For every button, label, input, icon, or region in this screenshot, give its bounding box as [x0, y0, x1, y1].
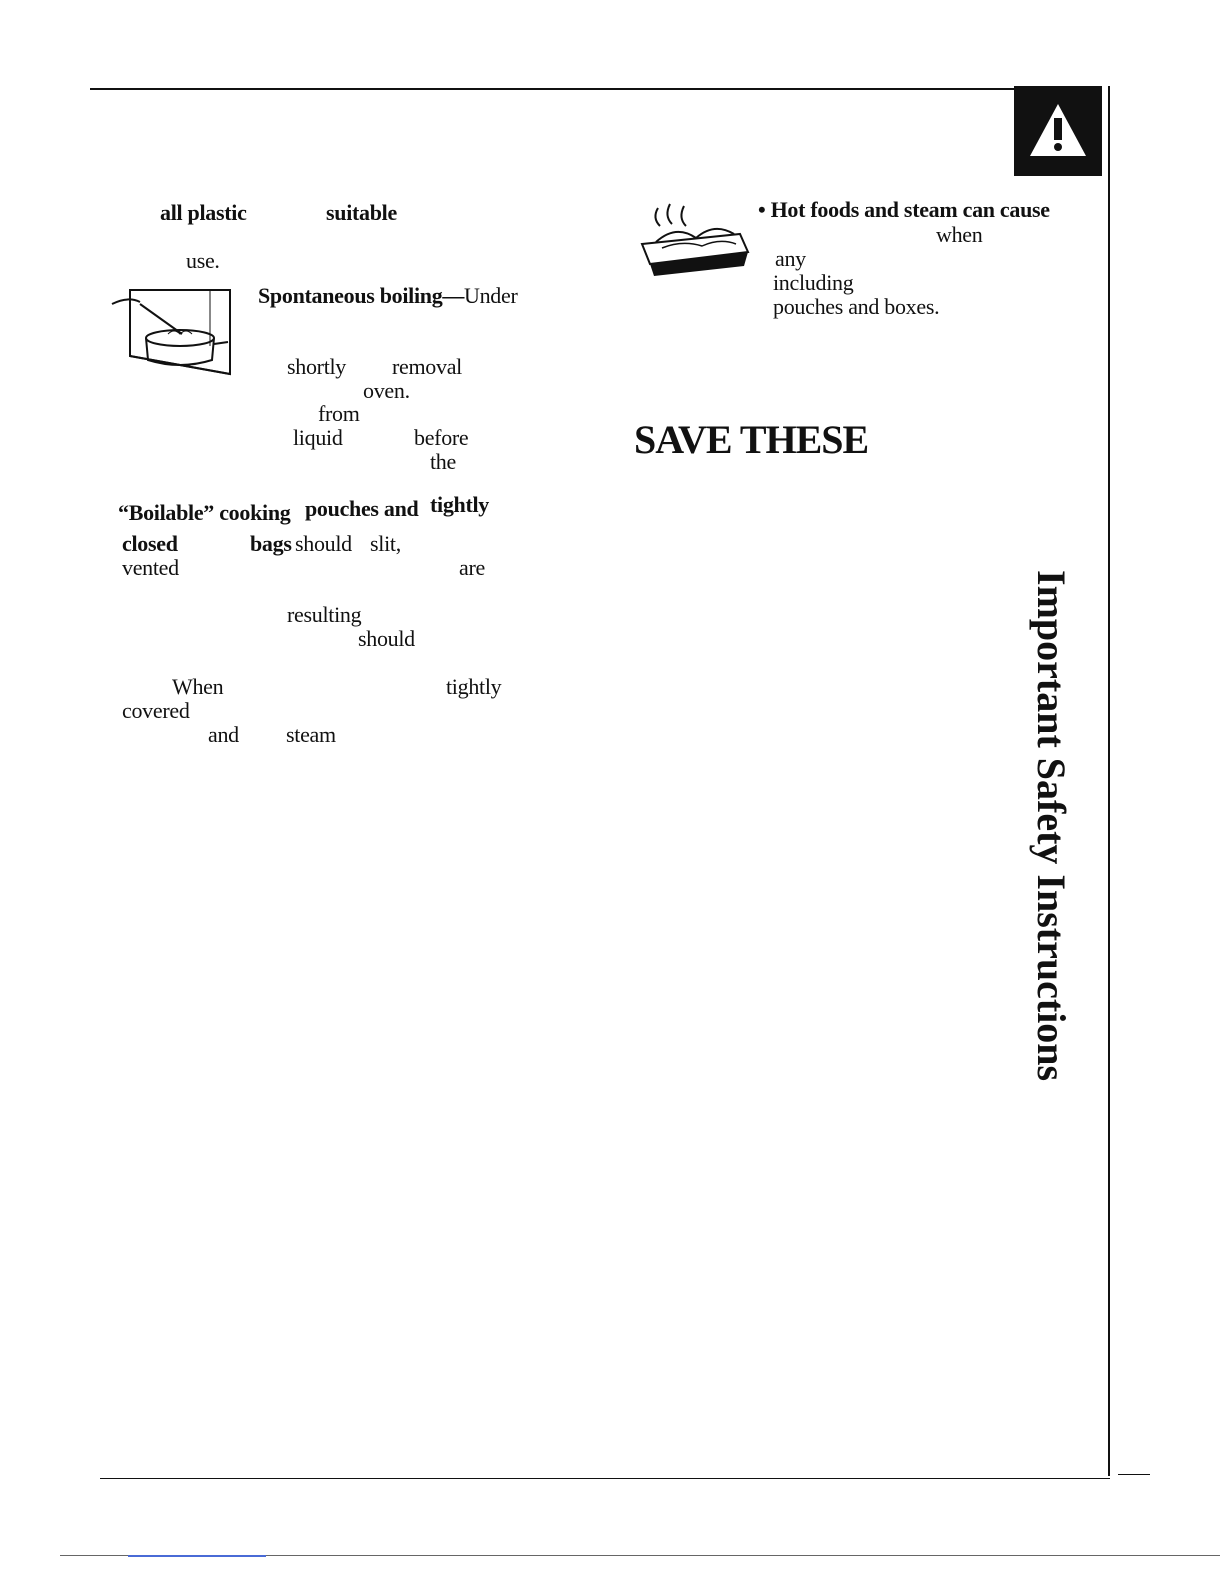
side-rule: [1108, 86, 1110, 1476]
text-before: before: [414, 425, 469, 450]
text-any: any: [775, 246, 806, 271]
steaming-tray-illustration: [636, 200, 756, 280]
text-all-plastic: all plastic: [160, 200, 247, 225]
text-steam: steam: [286, 722, 336, 747]
text-oven: oven.: [363, 378, 410, 403]
text-from: from: [318, 401, 360, 426]
top-rule: [90, 88, 1102, 90]
text-covered: covered: [122, 698, 190, 723]
text-when-right: when: [936, 222, 983, 247]
boilable-heading-a: “Boilable” cooking: [118, 500, 291, 525]
text-are: are: [459, 555, 485, 580]
warning-tab: [1014, 86, 1102, 176]
text-including: including: [773, 270, 854, 295]
boiling-pot-illustration: [110, 286, 235, 378]
text-vented: vented: [122, 555, 179, 580]
text-suitable: suitable: [326, 200, 397, 225]
text-closed: closed: [122, 531, 178, 556]
text-removal: removal: [392, 354, 462, 379]
text-should: should: [295, 531, 352, 556]
boilable-heading-c: tightly: [430, 492, 490, 517]
text-when: When: [172, 674, 224, 699]
boilable-heading-b: pouches and: [305, 496, 419, 521]
text-use: use.: [186, 248, 220, 273]
text-under: Under: [464, 283, 518, 308]
text-pouches-boxes: pouches and boxes.: [773, 294, 940, 319]
text-slit: slit,: [370, 531, 401, 556]
bottom-rule: [100, 1478, 1110, 1479]
hot-foods-heading: • Hot foods and steam can cause: [758, 197, 1050, 222]
footer-accent: [128, 1555, 266, 1557]
text-tightly-2: tightly: [446, 674, 502, 699]
text-should-2: should: [358, 626, 415, 651]
text-the: the: [430, 449, 456, 474]
text-shortly: shortly: [287, 354, 347, 379]
side-tab-title: Important Safety Instructions: [1029, 570, 1074, 1082]
text-and: and: [208, 722, 239, 747]
warning-icon: [1014, 86, 1102, 176]
bottom-rule-right: [1118, 1474, 1150, 1475]
text-liquid: liquid: [293, 425, 343, 450]
save-these-heading: SAVE THESE: [634, 417, 869, 462]
spontaneous-boiling-heading: Spontaneous boiling—: [258, 283, 465, 308]
text-resulting: resulting: [287, 602, 362, 627]
text-bags: bags: [250, 531, 292, 556]
